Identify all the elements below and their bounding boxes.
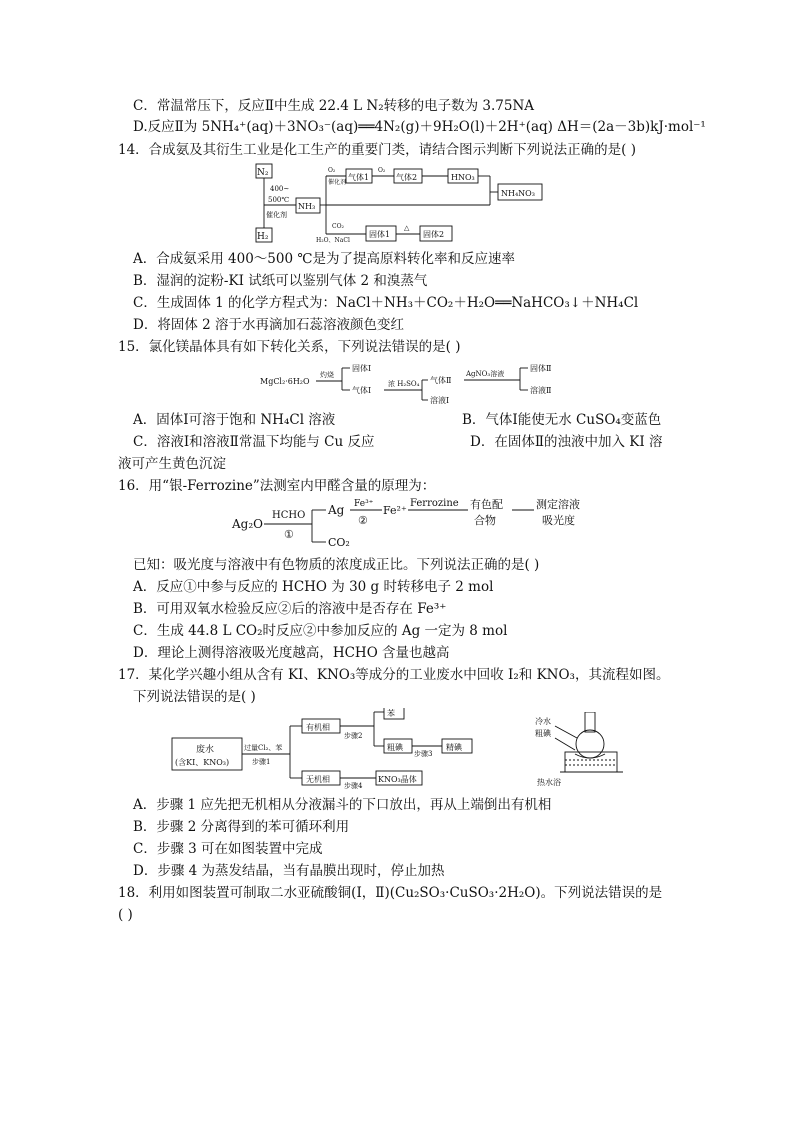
q14-cond2: 500℃ bbox=[268, 196, 290, 204]
q14-stem: 14．合成氨及其衍生工业是化工生产的重要门类，请结合图示判断下列说法正确的是( ) bbox=[118, 142, 637, 158]
q14-cond3: 催化剂 bbox=[266, 211, 287, 219]
q16-step2: ② bbox=[358, 514, 368, 527]
q14-gas2: 气体2 bbox=[396, 173, 418, 182]
q15-solid2: 固体Ⅱ bbox=[530, 364, 552, 373]
q17-step1: 步骤1 bbox=[252, 758, 271, 766]
q16-hcho: HCHO bbox=[272, 510, 306, 521]
q13-option-c: C．常温常压下，反应Ⅱ中生成 22.4 L N₂转移的电子数为 3.75NA bbox=[133, 98, 535, 114]
q14-option-c: C．生成固体 1 的化学方程式为：NaCl＋NH₃＋CO₂＋H₂O══NaHCO₃↓＋NH₄Cl bbox=[133, 295, 639, 311]
q14-solid1: 固体1 bbox=[369, 230, 391, 239]
q15-option-b: B．气体Ⅰ能使无水 CuSO₄变蓝色 bbox=[462, 412, 662, 428]
q17-waste: 废水 bbox=[196, 745, 215, 755]
q17-option-d: D．步骤 4 为蒸发结晶，当有晶膜出现时，停止加热 bbox=[133, 863, 445, 879]
q14-option-a: A．合成氨采用 400～500 ℃是为了提高原料转化率和反应速率 bbox=[133, 251, 515, 267]
q17-pure-iodine: 精碘 bbox=[446, 743, 462, 752]
q17-step2: 步骤2 bbox=[344, 732, 363, 740]
q14-option-b: B．湿润的淀粉-KI 试纸可以鉴别气体 2 和溴蒸气 bbox=[133, 273, 428, 289]
q15-flow-diagram bbox=[258, 358, 578, 404]
q15-gas2: 气体Ⅱ bbox=[430, 376, 452, 385]
q14-nh4no3: NH₄NO₃ bbox=[501, 189, 535, 198]
q18-stem-line2: ( ) bbox=[118, 907, 133, 923]
q14-cond1: 400~ bbox=[270, 185, 290, 193]
q16-fe3: Fe³⁺ bbox=[354, 499, 374, 509]
q16-measure1: 测定溶液 bbox=[536, 498, 580, 511]
q16-fe2: Fe²⁺ bbox=[383, 504, 407, 517]
q16-option-a: A．反应①中参与反应的 HCHO 为 30 g 时转移电子 2 mol bbox=[133, 579, 494, 595]
q15-solid1: 固体Ⅰ bbox=[352, 364, 372, 373]
q17-cold-water: 冷水 bbox=[535, 717, 551, 726]
q15-h2so4: 浓 H₂SO₄ bbox=[388, 380, 420, 388]
q17-stem-line1: 17．某化学兴趣小组从含有 KI、KNO₃等成分的工业废水中回收 I₂和 KNO₃，其流程如图。 bbox=[118, 667, 670, 683]
q17-option-c: C．步骤 3 可在如图装置中完成 bbox=[133, 841, 323, 857]
q15-burn: 灼烧 bbox=[320, 371, 334, 379]
q16-step1: ① bbox=[284, 528, 294, 541]
q16-complex2: 合物 bbox=[474, 514, 496, 527]
q15-option-c: C．溶液Ⅰ和溶液Ⅱ常温下均能与 Cu 反应 bbox=[133, 434, 375, 450]
q17-option-b: B．步骤 2 分离得到的苯可循环利用 bbox=[133, 819, 350, 835]
q17-kno3-crystal: KNO₃晶体 bbox=[378, 775, 417, 784]
q16-option-b: B．可用双氧水检验反应②后的溶液中是否存在 Fe³⁺ bbox=[133, 601, 447, 617]
q15-agno3: AgNO₃溶液 bbox=[466, 370, 505, 378]
q14-nh3: NH₃ bbox=[298, 202, 316, 211]
q14-solid2: 固体2 bbox=[423, 230, 445, 239]
q18-stem-line1: 18．利用如图装置可制取二水亚硫酸铜(Ⅰ，Ⅱ)(Cu₂SO₃·CuSO₃·2H₂O)。下列说法错误的是 bbox=[118, 885, 663, 901]
q17-crude-iodine-label: 粗碘 bbox=[535, 729, 551, 738]
q16-complex1: 有色配 bbox=[470, 498, 503, 511]
q16-ag: Ag bbox=[328, 503, 345, 517]
q17-waste-content: (含KI、KNO₃) bbox=[175, 758, 230, 767]
q17-organic-phase: 有机相 bbox=[306, 723, 330, 732]
q14-co2: CO₂ bbox=[332, 223, 344, 230]
q14-flow-diagram bbox=[250, 162, 550, 247]
q17-benzene: 苯 bbox=[387, 709, 395, 718]
q14-gas1: 气体1 bbox=[348, 173, 370, 182]
q14-catalyst: 催化剂 bbox=[328, 179, 347, 186]
q16-option-d: D．理论上测得溶液吸光度越高，HCHO 含量也越高 bbox=[133, 645, 450, 661]
q16-stem: 16．用“银-Ferrozine”法测室内甲醛含量的原理为： bbox=[118, 478, 436, 494]
q17-flow-diagram bbox=[170, 708, 530, 794]
q17-stem-line2: 下列说法错误的是( ) bbox=[133, 689, 256, 705]
q16-flow-diagram bbox=[230, 496, 600, 554]
q14-h2o-nacl: H₂O、NaCl bbox=[316, 237, 350, 244]
q14-heat: △ bbox=[404, 224, 410, 232]
q15-option-d-line1: D．在固体Ⅱ的浊液中加入 KI 溶 bbox=[470, 434, 663, 450]
q16-co2: CO₂ bbox=[328, 536, 350, 549]
q17-inorganic-phase: 无机相 bbox=[306, 775, 330, 784]
q14-n2: N₂ bbox=[257, 168, 269, 178]
q17-sublimation-apparatus bbox=[535, 712, 635, 792]
q17-cl2-benzene: 过量Cl₂、苯 bbox=[244, 744, 283, 752]
q16-option-c: C．生成 44.8 L CO₂时反应②中参加反应的 Ag 一定为 8 mol bbox=[133, 623, 508, 639]
q15-option-a: A．固体Ⅰ可溶于饱和 NH₄Cl 溶液 bbox=[133, 412, 336, 428]
q14-hno3: HNO₃ bbox=[451, 173, 475, 182]
q16-measure2: 吸光度 bbox=[542, 514, 575, 527]
q15-stem: 15．氯化镁晶体具有如下转化关系，下列说法错误的是( ) bbox=[118, 339, 461, 355]
q16-ag2o: Ag₂O bbox=[232, 517, 263, 531]
q15-gas1: 气体Ⅰ bbox=[352, 386, 372, 395]
q17-option-a: A．步骤 1 应先把无机相从分液漏斗的下口放出，再从上端倒出有机相 bbox=[133, 797, 552, 813]
q14-o2a: O₂ bbox=[328, 167, 336, 174]
q13-option-d: D.反应Ⅱ为 5NH₄⁺(aq)＋3NO₃⁻(aq)══4N₂(g)＋9H₂O(l)＋2H⁺(aq) ΔH＝(2a－3b)kJ·mol⁻¹ bbox=[133, 119, 706, 135]
q14-option-d: D．将固体 2 溶于水再滴加石蕊溶液颜色变红 bbox=[133, 317, 404, 333]
q17-crude-iodine: 粗碘 bbox=[387, 743, 403, 752]
q15-option-d-line2: 液可产生黄色沉淀 bbox=[118, 456, 226, 472]
q16-ferrozine: Ferrozine bbox=[410, 498, 459, 509]
q15-sol1: 溶液Ⅰ bbox=[430, 396, 450, 404]
q14-h2: H₂ bbox=[257, 232, 269, 242]
q17-step3: 步骤3 bbox=[414, 750, 433, 758]
q14-o2b: O₂ bbox=[378, 167, 386, 174]
q15-sol2: 溶液Ⅱ bbox=[530, 386, 552, 395]
q15-start: MgCl₂·6H₂O bbox=[260, 377, 310, 386]
q16-note: 已知：吸光度与溶液中有色物质的浓度成正比。下列说法正确的是( ) bbox=[133, 557, 540, 573]
q17-hot-water-bath: 热水浴 bbox=[537, 778, 561, 787]
q17-step4: 步骤4 bbox=[344, 782, 363, 790]
